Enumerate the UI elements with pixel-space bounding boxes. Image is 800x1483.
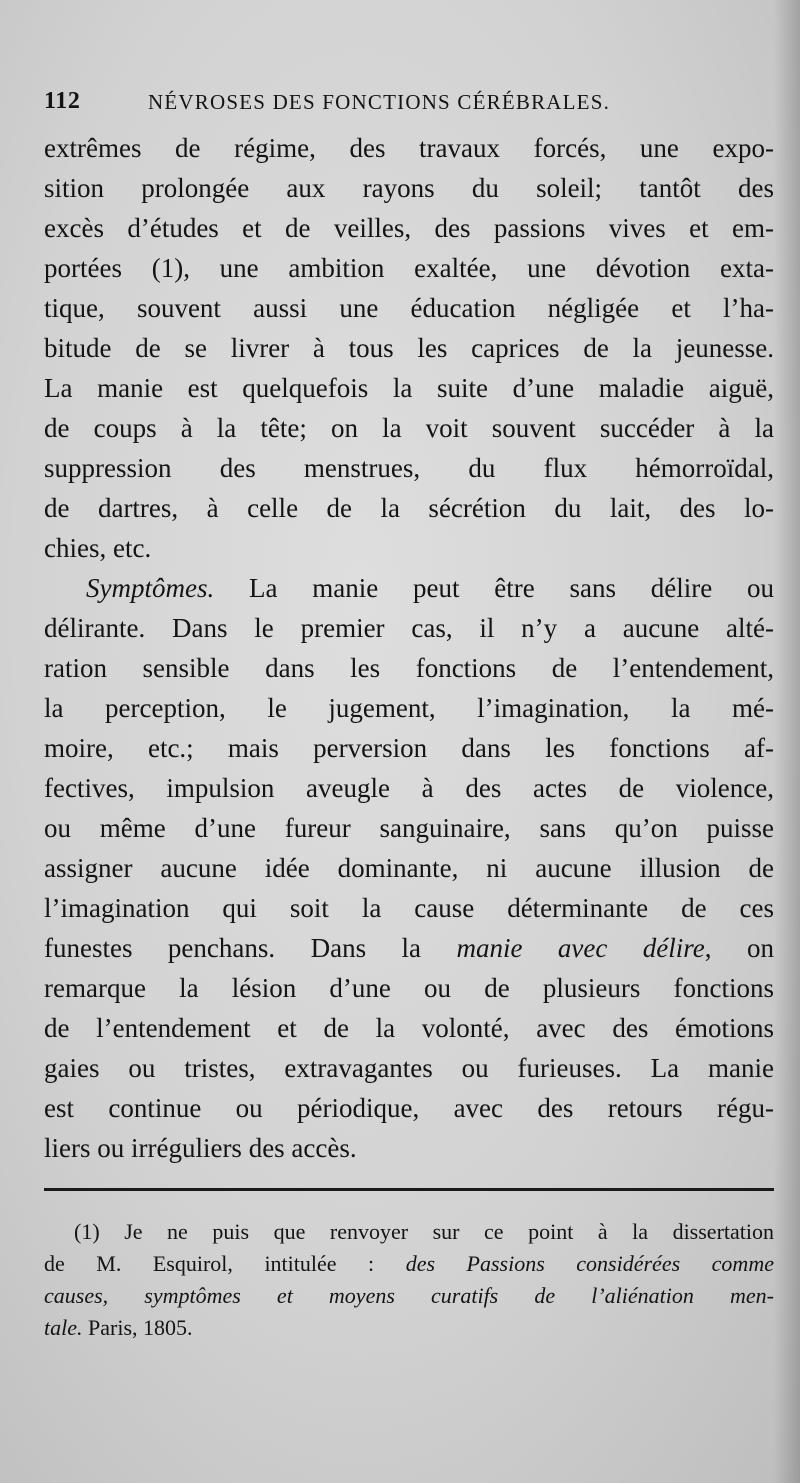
text-line: ration sensible dans les fonctions de l’entendement, [44,653,774,683]
page-header [44,88,774,124]
italic-title: causes, symptômes et moyens curatifs de l’aliénation men- [44,1283,774,1308]
text-fragment: de M. Esquirol, intitulée : [44,1251,406,1276]
text-fragment: Paris, 1805. [82,1315,193,1340]
footnote-line [44,1280,774,1312]
text-line [44,928,774,968]
page-edge-shadow [774,0,800,1483]
footnote-line: (1) Je ne puis que renvoyer sur ce point à la dissertation [74,1219,774,1244]
text-fragment: funestes penchans. Dans la [44,933,457,963]
text-line: excès d’études et de veilles, des passions vives et em- [44,213,774,243]
text-line: remarque la lésion d’une ou de plusieurs fonctions [44,973,774,1003]
text-line: portées (1), une ambition exaltée, une dévotion exta- [44,253,774,283]
footnote [44,1216,774,1344]
text-line: suppression des menstrues, du flux hémorroïdal, [44,453,774,483]
text-line: fectives, impulsion aveugle à des actes de violence, [44,773,774,803]
text-line: tique, souvent aussi une éducation négligée et l’ha- [44,293,774,323]
text-line: bitude de se livrer à tous les caprices de la jeunesse. [44,333,774,363]
text-line: de coups à la tête; on la voit souvent succéder à la [44,413,774,443]
text-line: ou même d’une fureur sanguinaire, sans qu’on puisse [44,813,774,843]
italic-title: tale. [44,1315,83,1340]
italic-term: manie avec délire [456,933,705,963]
italic-title: des Passions considérées comme [405,1251,774,1276]
symptoms-heading: Symptômes. [86,573,215,603]
text-line: assigner aucune idée dominante, ni aucune illusion de [44,853,774,883]
text-line: extrêmes de régime, des travaux forcés, une expo- [44,133,774,163]
text-line: gaies ou tristes, extravagantes ou furieuses. La manie [44,1053,774,1083]
text-fragment: La manie peut être sans délire ou [214,573,774,603]
text-line: de l’entendement et de la volonté, avec des émotions [44,1013,774,1043]
text-line: de dartres, à celle de la sécrétion du lait, des lo- [44,493,774,523]
text-line: l’imagination qui soit la cause déterminante de ces [44,893,774,923]
text-line: liers ou irréguliers des accès. [44,1133,357,1163]
text-line: chies, etc. [44,533,152,563]
page-number: 112 [44,88,81,114]
text-line: la perception, le jugement, l’imagination, la mé- [44,693,774,723]
main-text [44,128,774,1168]
footnote-line [44,1248,774,1280]
footnote-separator [44,1188,774,1191]
running-title: NÉVROSES DES FONCTIONS CÉRÉBRALES. [148,90,611,114]
text-line: sition prolongée aux rayons du soleil; tantôt des [44,173,774,203]
symptoms-paragraph-start [44,568,774,608]
text-line: est continue ou périodique, avec des retours régu- [44,1093,774,1123]
text-line: La manie est quelquefois la suite d’une maladie aiguë, [44,373,774,403]
text-fragment: , on [704,933,774,963]
text-line: délirante. Dans le premier cas, il n’y a aucune alté- [44,613,774,643]
text-line: moire, etc.; mais perversion dans les fonctions af- [44,733,774,763]
footnote-line [44,1312,774,1344]
